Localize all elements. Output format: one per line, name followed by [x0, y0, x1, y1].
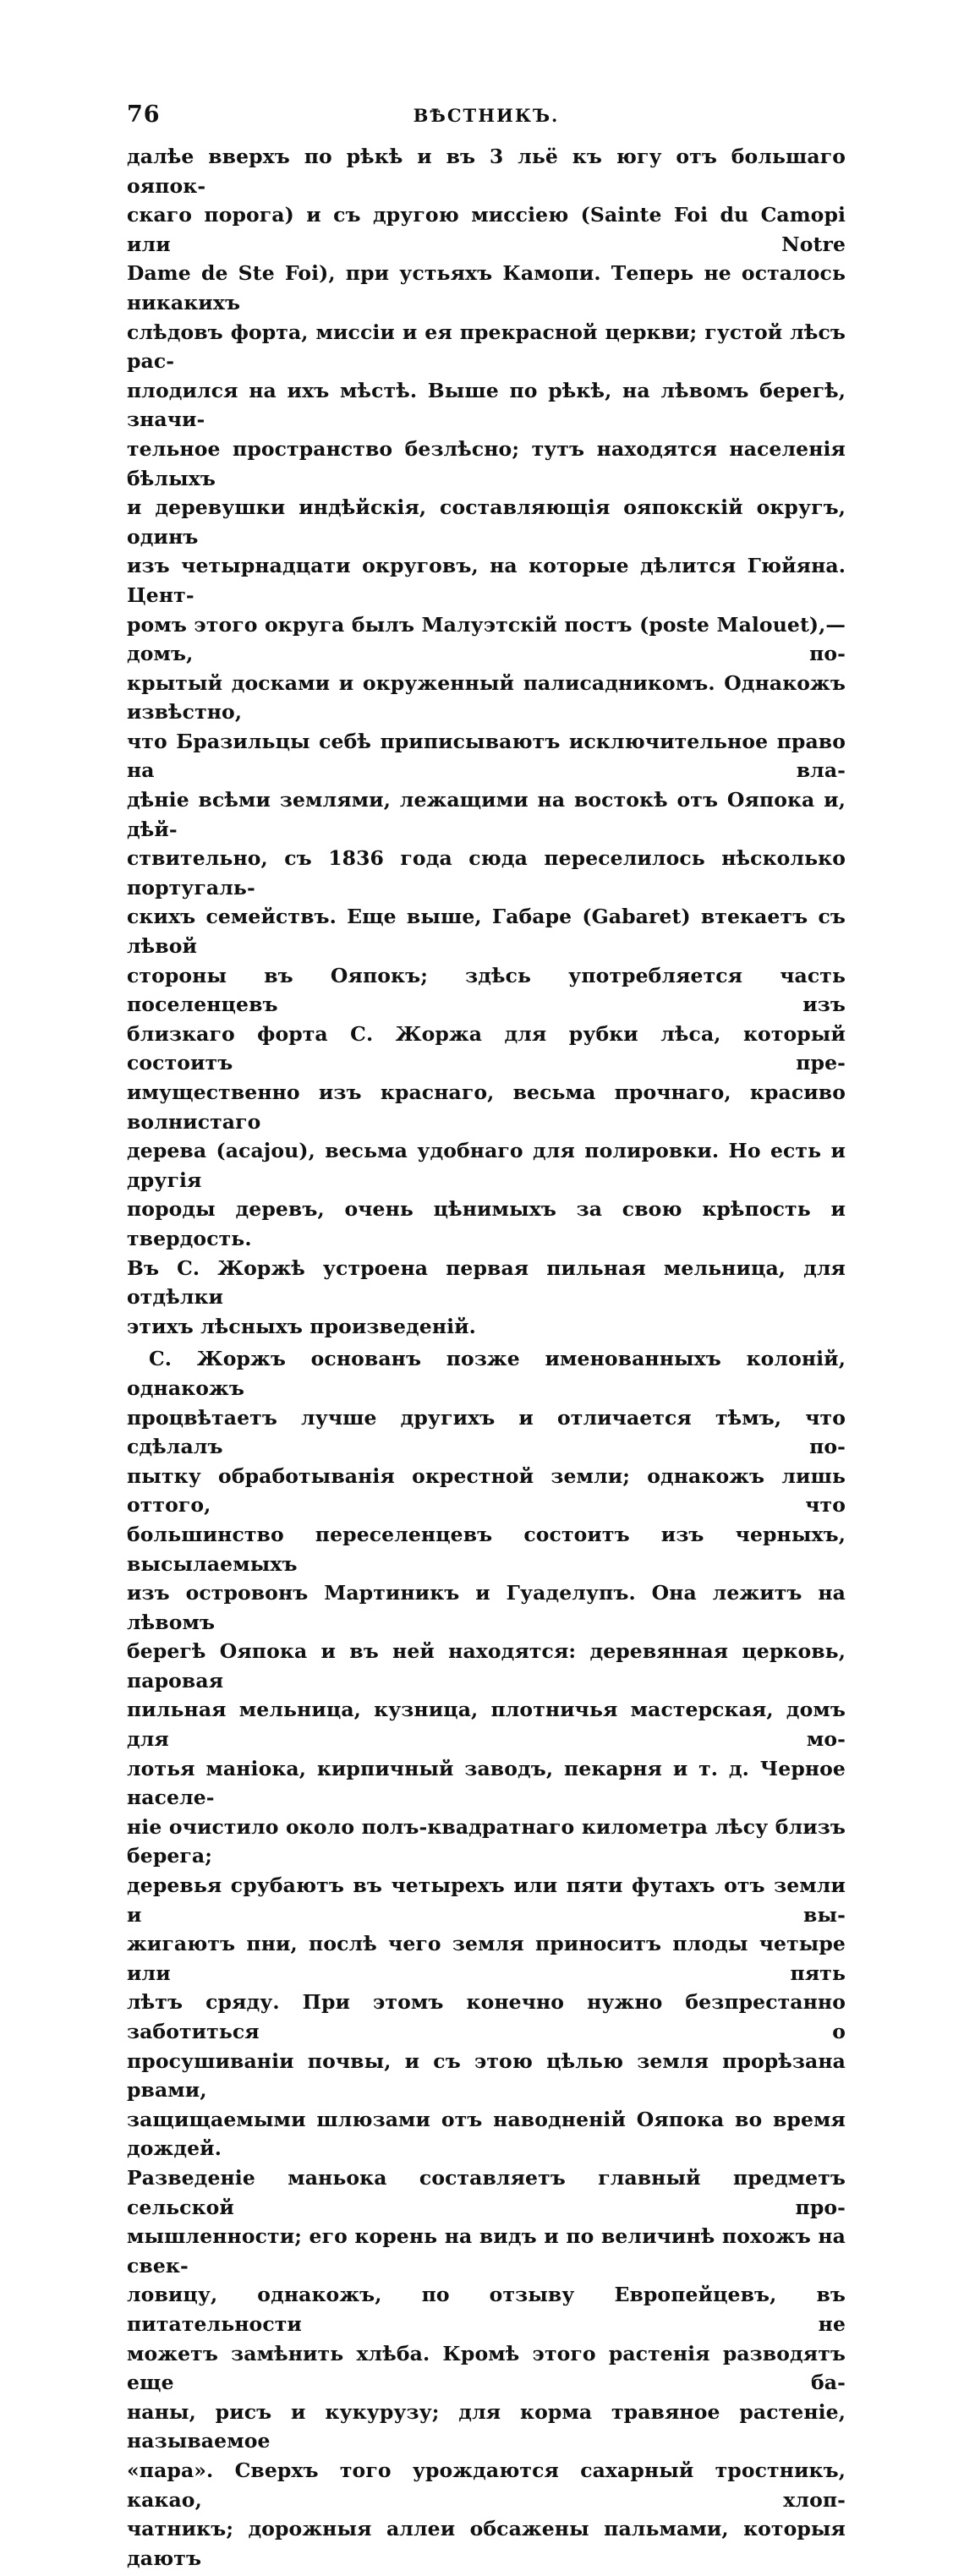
body-text	[127, 142, 846, 2573]
text-line: Разведеніе маньока составляетъ главный предметъ сельской про-	[127, 2165, 846, 2219]
text-line: скаго порога) и съ другою миссіею (Sainte Foi du Camopi или Notre	[127, 203, 846, 256]
text-line: ніе очистило около полъ-квадратнаго километра лѣсу близъ берега;	[127, 1814, 846, 1868]
text-line: берегѣ Ояпока и въ ней находятся: деревянная церковь, паровая	[127, 1639, 846, 1693]
page-number: 76	[127, 101, 161, 128]
text-line: наны, рисъ и кукурузу; для корма травяное растеніе, называемое	[127, 2399, 846, 2453]
text-line: дерева (acajou), весьма удобнаго для полировки. Но есть и другія	[127, 1139, 846, 1192]
text-line: мышленности; его корень на видъ и по величинѣ похожъ на свек-	[127, 2224, 846, 2278]
text-line: далѣе вверхъ по рѣкѣ и въ 3 льё къ югу отъ большаго ояпок-	[127, 145, 846, 198]
text-line: пытку обработыванія окрестной земли; однакожъ лишь оттого, что	[127, 1463, 846, 1518]
paragraph-1	[127, 142, 846, 1341]
text-line: просушиваніи почвы, и съ этою цѣлью земля прорѣзана рвами,	[127, 2048, 846, 2103]
book-page	[127, 101, 846, 2576]
text-line: жигаютъ пни, послѣ чего земля приноситъ плоды четыре или пять	[127, 1932, 846, 1985]
text-line: ствительно, съ 1836 года сюда переселилось нѣсколько португаль-	[127, 846, 846, 900]
text-line: имущественно изъ краснаго, весьма прочнаго, красиво волнистаго	[127, 1080, 846, 1134]
text-line: плодился на ихъ мѣстѣ. Выше по рѣкѣ, на лѣвомъ берегѣ, значи-	[127, 378, 846, 432]
text-line: защищаемыми шлюзами отъ наводненій Ояпока во время дождей.	[127, 2107, 846, 2161]
text-line: ловицу, однакожъ, по отзыву Европейцевъ, въ питательности не	[127, 2283, 846, 2336]
text-line: породы деревъ, очень цѣнимыхъ за свою крѣпость и твердость.	[127, 1197, 846, 1250]
text-line: «пара». Сверхъ того урождаются сахарный тростникъ, какао, хлоп-	[127, 2458, 846, 2512]
paragraph-2	[127, 1344, 846, 2573]
text-line: близкаго форта С. Жоржа для рубки лѣса, который состоитъ пре-	[127, 1021, 846, 1075]
text-line: крытый досками и окруженный палисадникомъ. Однакожъ извѣстно,	[127, 670, 846, 725]
text-line: ромъ этого округа былъ Малуэтскій постъ (poste Malouet),—домъ, по-	[127, 612, 846, 666]
text-line: деревья срубаютъ въ четырехъ или пяти футахъ отъ земли и вы-	[127, 1873, 846, 1927]
text-line: слѣдовъ форта, миссіи и ея прекрасной церкви; густой лѣсъ рас-	[127, 320, 846, 374]
text-line: чатникъ; дорожныя аллеи обсажены пальмами, которыя даютъ	[127, 2517, 846, 2570]
text-line: лѣтъ сряду. При этомъ конечно нужно безпрестанно заботиться о	[127, 1990, 846, 2043]
text-line: можетъ замѣнить хлѣба. Кромѣ этого растенія разводятъ еще ба-	[127, 2341, 846, 2395]
text-line: изъ островонъ Мартиникъ и Гуаделупъ. Она лежитъ на лѣвомъ	[127, 1581, 846, 1634]
text-line: изъ четырнадцати округовъ, на которые дѣлится Гюйяна. Цент-	[127, 554, 846, 607]
text-line: пильная мельница, кузница, плотничья мастерская, домъ для мо-	[127, 1698, 846, 1752]
text-line: скихъ семействъ. Еще выше, Габаре (Gabaret) втекаетъ съ лѣвой	[127, 905, 846, 959]
running-head	[127, 101, 846, 135]
text-line: стороны въ Ояпокъ; здѣсь употребляется часть поселенцевъ изъ	[127, 963, 846, 1017]
text-line: и деревушки индѣйскія, составляющія ояпокскій округъ, одинъ	[127, 495, 846, 549]
text-line: Въ С. Жоржѣ устроена первая пильная мельница, для отдѣлки	[127, 1255, 846, 1310]
text-line: лотья маніока, кирпичный заводъ, пекарня и т. д. Черное населе-	[127, 1756, 846, 1810]
text-line: этихъ лѣсныхъ произведеній.	[127, 1314, 476, 1338]
text-line: Dame de Ste Foi), при устьяхъ Камопи. Теперь не осталось никакихъ	[127, 261, 846, 314]
text-line: тельное пространство безлѣсно; тутъ находятся населенія бѣлыхъ	[127, 436, 846, 490]
text-line: процвѣтаетъ лучше другихъ и отличается тѣмъ, что сдѣлалъ по-	[127, 1405, 846, 1459]
text-line: дѣніе всѣми землями, лежащими на востокѣ отъ Ояпока и, дѣй-	[127, 788, 846, 841]
text-line: С. Жоржъ основанъ позже именованныхъ колоній, однакожъ	[127, 1347, 846, 1400]
running-title: ВѢСТНИКЪ.	[413, 105, 560, 126]
text-line: большинство переселенцевъ состоитъ изъ черныхъ, высылаемыхъ	[127, 1522, 846, 1576]
text-line: что Бразильцы себѣ приписываютъ исключительное право на вла-	[127, 729, 846, 783]
